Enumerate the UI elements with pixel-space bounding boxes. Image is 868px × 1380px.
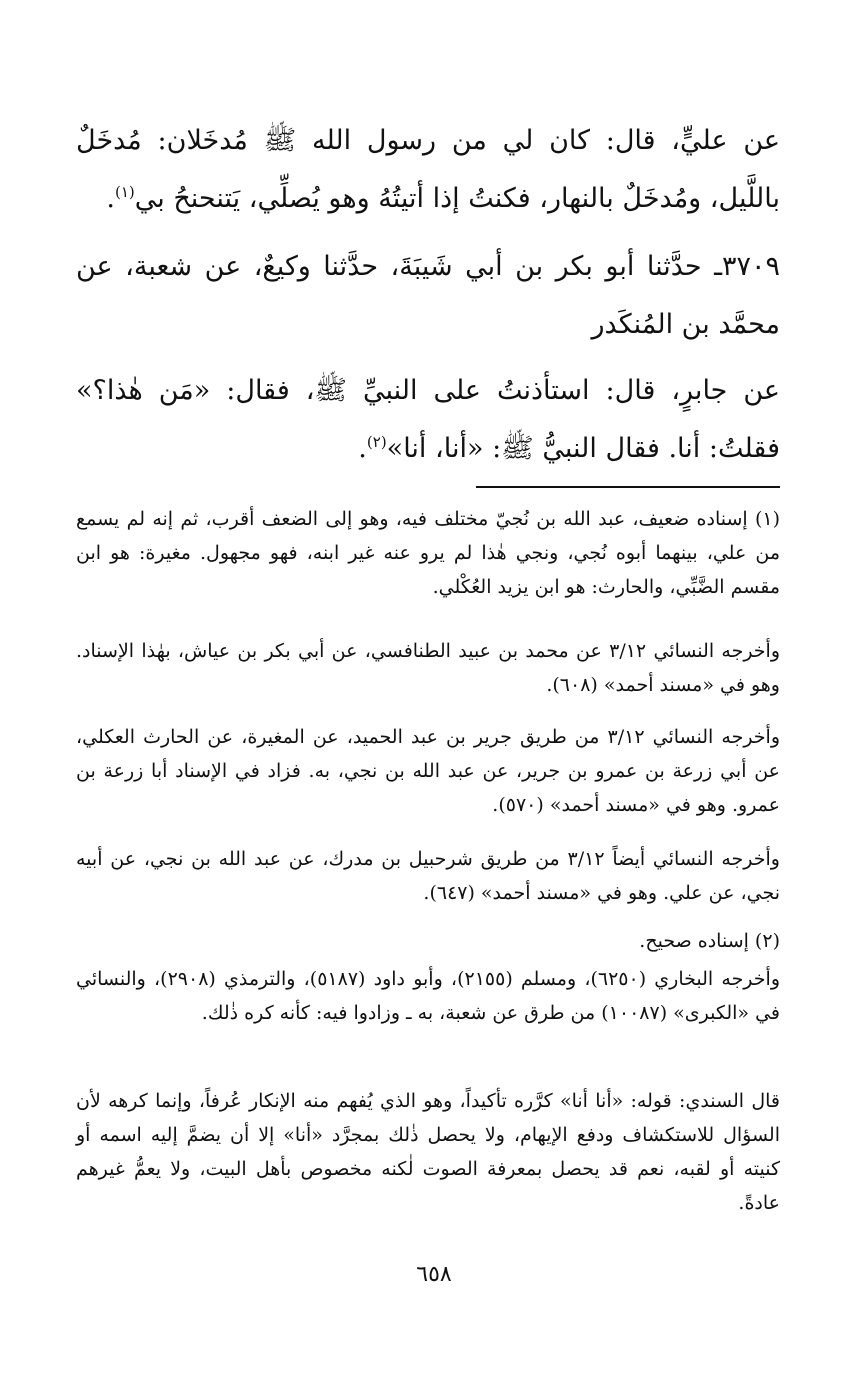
hadith-text-2 [76,362,780,478]
hadith-chain-3709: ٣٧٠٩ـ حدَّثنا أبو بكر بن أبي شَيبَةَ، حدَّثنا وكيعٌ، عن شعبة، عن محمَّد بن المُنكَدر [76,251,780,340]
footnote-ref-1: (١) [114,183,135,201]
footnote-2: (٢) إسناده صحيح. [639,930,780,952]
footnote-2-takhrij: وأخرجه البخاري (٦٢٥٠)، ومسلم (٢١٥٥)، وأبو داود (٥١٨٧)، والترمذي (٢٩٠٨)، والنسائي في «الكبرى» (١٠٠٨٧) من طرق عن شعبة، به ـ وزادوا فيه: كأنه كره ذٰلك. [76,968,780,1024]
footnote-ref-2: (٢) [366,433,387,451]
footnote-divider [476,486,780,488]
hadith-text-1-end: . [106,183,115,214]
footnote-1-nasai-2: وأخرجه النسائي ٣/١٢ من طريق جرير بن عبد الحميد، عن المغيرة، عن الحارث العكلي، عن أبي زرعة بن عمرو بن جرير، عن عبد الله بن نجي، به. فزاد في الإسناد أبا زرعة بن عمرو. وهو في «مسند أحمد» (٥٧٠). [76,726,781,816]
hadith-text-1-body: عن عليٍّ، قال: كان لي من رسول الله ﷺ مُدخَلان: مُدخَلٌ باللَّيل، ومُدخَلٌ بالنهار، فكنتُ إذا أتيتُهُ وهو يُصلِّي، يَتنحنحُ بي [76,125,780,214]
footnote-2-sindi: قال السندي: قوله: «أنا أنا» كرَّره تأكيداً، وهو الذي يُفهم منه الإنكار عُرفاً، وإنما كرهه لأن السؤال للاستكشاف ودفع الإيهام، ولا يحصل ذٰلك بمجرَّد «أنا» إلا أن يضمَّ إليه اسمه أو كنيته أو لقبه، نعم قد يحصل بمعرفة الصوت لٰكنه مخصوص بأهل البيت، ولا يعمُّ غيرهم عادةً. [76,1090,780,1214]
footnote-1-nasai-3: وأخرجه النسائي أيضاً ٣/١٢ من طريق شرحبيل بن مدرك، عن عبد الله بن نجي، عن أبيه نجي، عن علي. وهو في «مسند أحمد» (٦٤٧). [76,848,780,904]
hadith-text-2-end: . [358,433,367,464]
hadith-text-1 [76,112,780,228]
footnote-1: (١) إسناده ضعيف، عبد الله بن نُجيّ مختلف فيه، وهو إلى الضعف أقرب، ثم إنه لم يسمع من علي، بينهما أبوه نُجي، ونجي هٰذا لم يرو عنه غير ابنه، فهو مجهول. مغيرة: هو ابن مقسم الضَّبِّي، والحارث: هو ابن يزيد العُكْلي. [76,508,780,598]
hadith-text-2-body: عن جابرٍ، قال: استأذنتُ على النبيِّ ﷺ، فقال: «مَن هٰذا؟» فقلتُ: أنا. فقال النبيُّ ﷺ: «أنا، أنا» [76,375,780,464]
footnote-1-nasai-1: وأخرجه النسائي ٣/١٢ عن محمد بن عبيد الطنافسي، عن أبي بكر بن عياش، بهٰذا الإسناد. وهو في «مسند أحمد» (٦٠٨). [76,640,781,696]
page-number: ٦٥٨ [416,1262,452,1287]
